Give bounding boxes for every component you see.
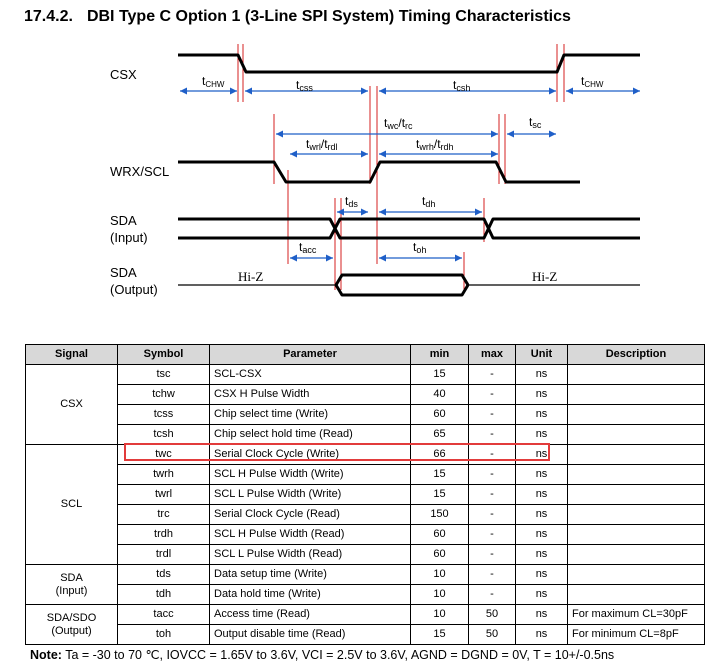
label-tdh: tdh — [422, 194, 436, 209]
signal-label-sda-output: SDA — [110, 265, 137, 280]
label-tchw-right: tCHW — [581, 74, 604, 89]
cell-parameter: Output disable time (Read) — [210, 625, 411, 645]
cell-parameter: SCL L Pulse Width (Read) — [210, 545, 411, 565]
cell-unit: ns — [516, 465, 568, 485]
signal-label-csx: CSX — [110, 67, 137, 82]
cell-min: 15 — [411, 485, 469, 505]
cell-max: - — [469, 525, 516, 545]
cell-description — [568, 425, 705, 445]
cell-min: 60 — [411, 405, 469, 425]
cell-symbol: toh — [118, 625, 210, 645]
cell-min: 15 — [411, 365, 469, 385]
cell-parameter: SCL H Pulse Width (Read) — [210, 525, 411, 545]
cell-parameter: Data setup time (Write) — [210, 565, 411, 585]
signal-name: SDA — [60, 572, 83, 585]
sda-output-waveform-bottom — [336, 285, 468, 295]
sda-input-waveform-bottom — [178, 219, 640, 238]
header-description: Description — [568, 345, 705, 365]
note — [30, 647, 614, 662]
table-row — [26, 425, 705, 445]
cell-symbol: tsc — [118, 365, 210, 385]
signal-name: CSX — [60, 398, 83, 411]
label-twrh-trdh: twrh/trdh — [416, 137, 454, 152]
signal-label-sda-output-sub: (Output) — [110, 282, 158, 297]
cell-parameter: Access time (Read) — [210, 605, 411, 625]
cell-max: - — [469, 585, 516, 605]
timing-labels — [202, 74, 604, 255]
cell-description — [568, 445, 705, 465]
cell-unit: ns — [516, 385, 568, 405]
cell-signal — [26, 445, 118, 565]
label-tchw-left: tCHW — [202, 74, 225, 89]
cell-unit: ns — [516, 545, 568, 565]
cell-parameter: SCL L Pulse Width (Write) — [210, 485, 411, 505]
table-row — [26, 365, 705, 385]
cell-description — [568, 465, 705, 485]
table-row — [26, 445, 705, 465]
cell-signal — [26, 605, 118, 645]
cell-max: 50 — [469, 605, 516, 625]
section-title: DBI Type C Option 1 (3-Line SPI System) Timing Characteristics — [86, 8, 571, 25]
header-signal: Signal — [26, 345, 118, 365]
cell-min: 60 — [411, 545, 469, 565]
cell-min: 10 — [411, 585, 469, 605]
cell-min: 15 — [411, 625, 469, 645]
table-row — [26, 625, 705, 645]
cell-parameter: Serial Clock Cycle (Read) — [210, 505, 411, 525]
signal-label-wrx-scl: WRX/SCL — [110, 164, 170, 179]
header-min: min — [411, 345, 469, 365]
cell-description: For minimum CL=8pF — [568, 625, 705, 645]
signal-name: (Input) — [55, 584, 88, 597]
note-text: Ta = -30 to 70 ℃, IOVCC = 1.65V to 3.6V, VCI = 2.5V to 3.6V, AGND = DGND = 0V, T = 10+/-0.5ns — [61, 648, 615, 662]
cell-max: - — [469, 465, 516, 485]
cell-symbol: tchw — [118, 385, 210, 405]
table-header-row — [26, 345, 705, 365]
cell-symbol: tcss — [118, 405, 210, 425]
cell-description — [568, 545, 705, 565]
cell-unit: ns — [516, 365, 568, 385]
cell-symbol: trdl — [118, 545, 210, 565]
label-tcsh: tcsh — [453, 78, 471, 93]
table-row — [26, 545, 705, 565]
cell-description: For maximum CL=30pF — [568, 605, 705, 625]
signal-name: (Output) — [51, 624, 92, 637]
dimension-arrows — [180, 91, 640, 258]
cell-max: - — [469, 425, 516, 445]
header-max: max — [469, 345, 516, 365]
cell-parameter: SCL-CSX — [210, 365, 411, 385]
cell-unit: ns — [516, 585, 568, 605]
table-row — [26, 505, 705, 525]
table-row — [26, 465, 705, 485]
cell-unit: ns — [516, 625, 568, 645]
cell-parameter: SCL H Pulse Width (Write) — [210, 465, 411, 485]
cell-symbol: tds — [118, 565, 210, 585]
cell-symbol: trc — [118, 505, 210, 525]
cell-max: 50 — [469, 625, 516, 645]
cell-parameter: Chip select hold time (Read) — [210, 425, 411, 445]
cell-unit: ns — [516, 485, 568, 505]
hiz-label-right: Hi-Z — [532, 269, 558, 284]
cell-description — [568, 505, 705, 525]
cell-max: - — [469, 405, 516, 425]
signal-name: SDA/SDO — [46, 612, 97, 625]
header-unit: Unit — [516, 345, 568, 365]
table-row — [26, 485, 705, 505]
cell-signal — [26, 365, 118, 445]
cell-max: - — [469, 565, 516, 585]
label-toh: toh — [413, 240, 427, 255]
csx-waveform — [178, 55, 640, 72]
cell-symbol: twrh — [118, 465, 210, 485]
cell-max: - — [469, 485, 516, 505]
cell-min: 15 — [411, 465, 469, 485]
cell-description — [568, 485, 705, 505]
section-number: 17.4.2. — [24, 8, 73, 25]
hiz-label-left: Hi-Z — [238, 269, 264, 284]
cell-symbol: tacc — [118, 605, 210, 625]
cell-min: 150 — [411, 505, 469, 525]
cell-signal — [26, 565, 118, 605]
signal-label-sda-input-sub: (Input) — [110, 230, 148, 245]
cell-unit: ns — [516, 425, 568, 445]
cell-symbol: tdh — [118, 585, 210, 605]
cell-unit: ns — [516, 445, 568, 465]
cell-parameter: Chip select time (Write) — [210, 405, 411, 425]
cell-min: 40 — [411, 385, 469, 405]
cell-parameter: Data hold time (Write) — [210, 585, 411, 605]
table-row — [26, 605, 705, 625]
cell-symbol: tcsh — [118, 425, 210, 445]
cell-unit: ns — [516, 525, 568, 545]
cell-parameter: Serial Clock Cycle (Write) — [210, 445, 411, 465]
cell-description — [568, 525, 705, 545]
label-tds: tds — [345, 194, 358, 209]
note-label: Note: — [30, 648, 62, 662]
cell-description — [568, 405, 705, 425]
header-parameter: Parameter — [210, 345, 411, 365]
cell-max: - — [469, 545, 516, 565]
signal-name: SCL — [60, 498, 83, 511]
label-tacc: tacc — [299, 240, 317, 255]
cell-unit: ns — [516, 405, 568, 425]
header-symbol: Symbol — [118, 345, 210, 365]
cell-max: - — [469, 365, 516, 385]
label-twrl-trdl: twrl/trdl — [306, 137, 338, 152]
table-row — [26, 565, 705, 585]
cell-min: 10 — [411, 565, 469, 585]
table-row — [26, 405, 705, 425]
cell-symbol: trdh — [118, 525, 210, 545]
signal-label-sda-input: SDA — [110, 213, 137, 228]
cell-description — [568, 385, 705, 405]
cell-min: 60 — [411, 525, 469, 545]
cell-description — [568, 365, 705, 385]
table-row — [26, 385, 705, 405]
cell-max: - — [469, 445, 516, 465]
cell-unit: ns — [516, 505, 568, 525]
label-tsc: tsc — [529, 115, 542, 130]
cell-max: - — [469, 505, 516, 525]
cell-min: 10 — [411, 605, 469, 625]
table-row — [26, 585, 705, 605]
cell-unit: ns — [516, 565, 568, 585]
table-row — [26, 525, 705, 545]
cell-min: 65 — [411, 425, 469, 445]
sda-output-waveform-top — [336, 275, 468, 285]
wrx-scl-waveform — [178, 162, 580, 182]
cell-symbol: twc — [118, 445, 210, 465]
label-twc-trc: twc/trc — [384, 116, 413, 131]
timing-reference-lines — [238, 44, 564, 290]
cell-description — [568, 585, 705, 605]
timing-characteristics-table — [25, 344, 705, 645]
cell-min: 66 — [411, 445, 469, 465]
label-tcss: tcss — [296, 78, 313, 93]
cell-max: - — [469, 385, 516, 405]
cell-parameter: CSX H Pulse Width — [210, 385, 411, 405]
cell-description — [568, 565, 705, 585]
cell-symbol: twrl — [118, 485, 210, 505]
sda-input-waveform-top — [178, 219, 640, 238]
cell-unit: ns — [516, 605, 568, 625]
